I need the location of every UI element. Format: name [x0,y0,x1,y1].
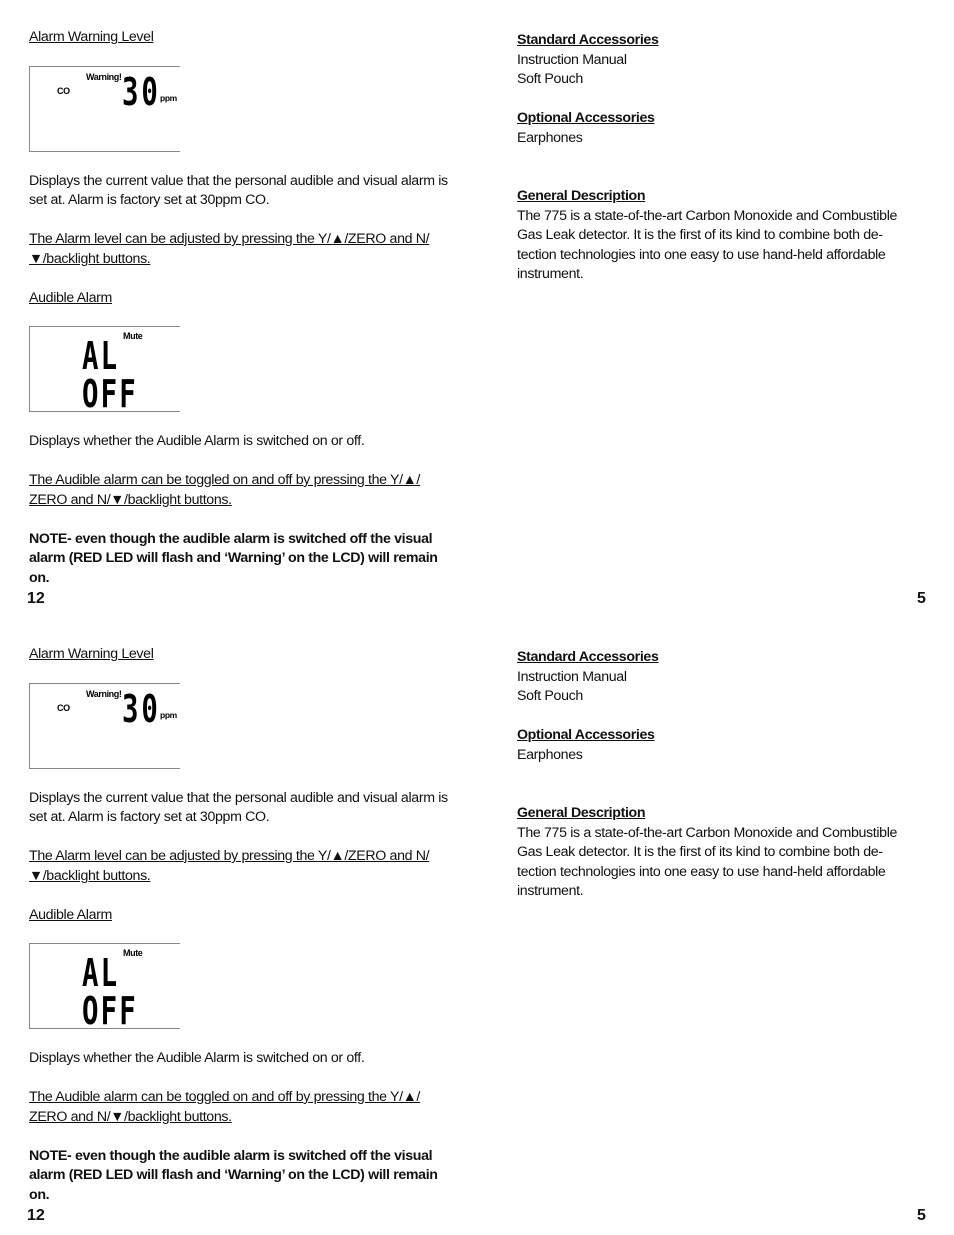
page-spread-2 [0,617,954,1234]
page-number-right: 5 [917,1207,926,1224]
alarm-warning-description: Displays the current value that the personal audible and visual alarm is set at. Alarm is factory set at 30ppm CO. [29,172,448,208]
lcd-mute-display [29,943,180,1033]
page-12-content [29,28,449,588]
alarm-warning-heading: Alarm Warning Level [29,29,154,45]
lcd-warning-label: Warning! [86,688,122,699]
lcd-unit: ppm [160,92,177,103]
audible-alarm-heading: Audible Alarm [29,289,112,306]
audible-toggle-note: The Audible alarm can be toggled on and off by pressing the Y/▲/ ZERO and N/▼/backlight buttons. [29,472,421,508]
page-number-left: 12 [27,1207,45,1224]
page-number-right: 5 [917,590,926,607]
lcd-value: 30 [122,69,161,114]
lcd-mute-display [29,326,180,416]
general-description-heading: General Description [517,805,646,821]
lcd-line-2: OFF [82,989,138,1033]
general-description-text: The 775 is a state-of-the-art Carbon Monoxide and Combustible Gas Leak detector. It is the first of its kind to combine both de-tection technologies into one easy to use hand-held affordable instrument. [517,824,898,899]
optional-item-1: Earphones [517,129,583,146]
general-description-text: The 775 is a state-of-the-art Carbon Monoxide and Combustible Gas Leak detector. It is the first of its kind to combine both de-tection technologies into one easy to use hand-held affordable instrument. [517,207,898,282]
audible-alarm-heading: Audible Alarm [29,906,112,923]
page-number-left: 12 [27,590,45,607]
visual-alarm-note: NOTE- even though the audible alarm is switched off the visual alarm (RED LED will flash and ‘Warning’ on the LCD) will remain on. [29,530,438,586]
lcd-line-1: AL [82,951,120,995]
alarm-warning-description: Displays the current value that the personal audible and visual alarm is set at. Alarm is factory set at 30ppm CO. [29,789,448,825]
optional-accessories-heading: Optional Accessories [517,110,655,126]
page-5-content [517,645,917,902]
alarm-adjust-note: The Alarm level can be adjusted by pressing the Y/▲/ZERO and N/▼/backlight buttons. [29,848,430,884]
visual-alarm-note: NOTE- even though the audible alarm is switched off the visual alarm (RED LED will flash and ‘Warning’ on the LCD) will remain on. [29,1147,438,1203]
standard-item-2: Soft Pouch [517,688,583,704]
optional-item-1: Earphones [517,746,583,763]
optional-accessories-heading: Optional Accessories [517,727,655,743]
lcd-unit: ppm [160,709,177,720]
lcd-warning-display [29,66,180,152]
standard-accessories-heading: Standard Accessories [517,649,659,665]
lcd-gas-label: CO [57,85,70,96]
page-spread-1 [0,0,954,617]
general-description-heading: General Description [517,188,646,204]
alarm-adjust-note: The Alarm level can be adjusted by pressing the Y/▲/ZERO and N/▼/backlight buttons. [29,231,430,267]
standard-item-2: Soft Pouch [517,71,583,87]
lcd-value: 30 [122,686,161,731]
lcd-warning-label: Warning! [86,71,122,82]
audible-description: Displays whether the Audible Alarm is switched on or off. [29,433,365,449]
standard-item-1: Instruction Manual [517,668,627,685]
lcd-mute-label: Mute [123,948,143,958]
standard-item-1: Instruction Manual [517,51,627,68]
lcd-line-1: AL [82,334,120,378]
lcd-mute-label: Mute [123,331,143,341]
page-12-content [29,645,449,1205]
standard-accessories-heading: Standard Accessories [517,32,659,48]
lcd-gas-label: CO [57,702,70,713]
alarm-warning-heading: Alarm Warning Level [29,646,154,662]
lcd-line-2: OFF [82,372,138,416]
audible-toggle-note: The Audible alarm can be toggled on and off by pressing the Y/▲/ ZERO and N/▼/backlight buttons. [29,1089,421,1125]
audible-description: Displays whether the Audible Alarm is switched on or off. [29,1050,365,1066]
lcd-warning-display [29,683,180,769]
page-5-content [517,28,917,285]
